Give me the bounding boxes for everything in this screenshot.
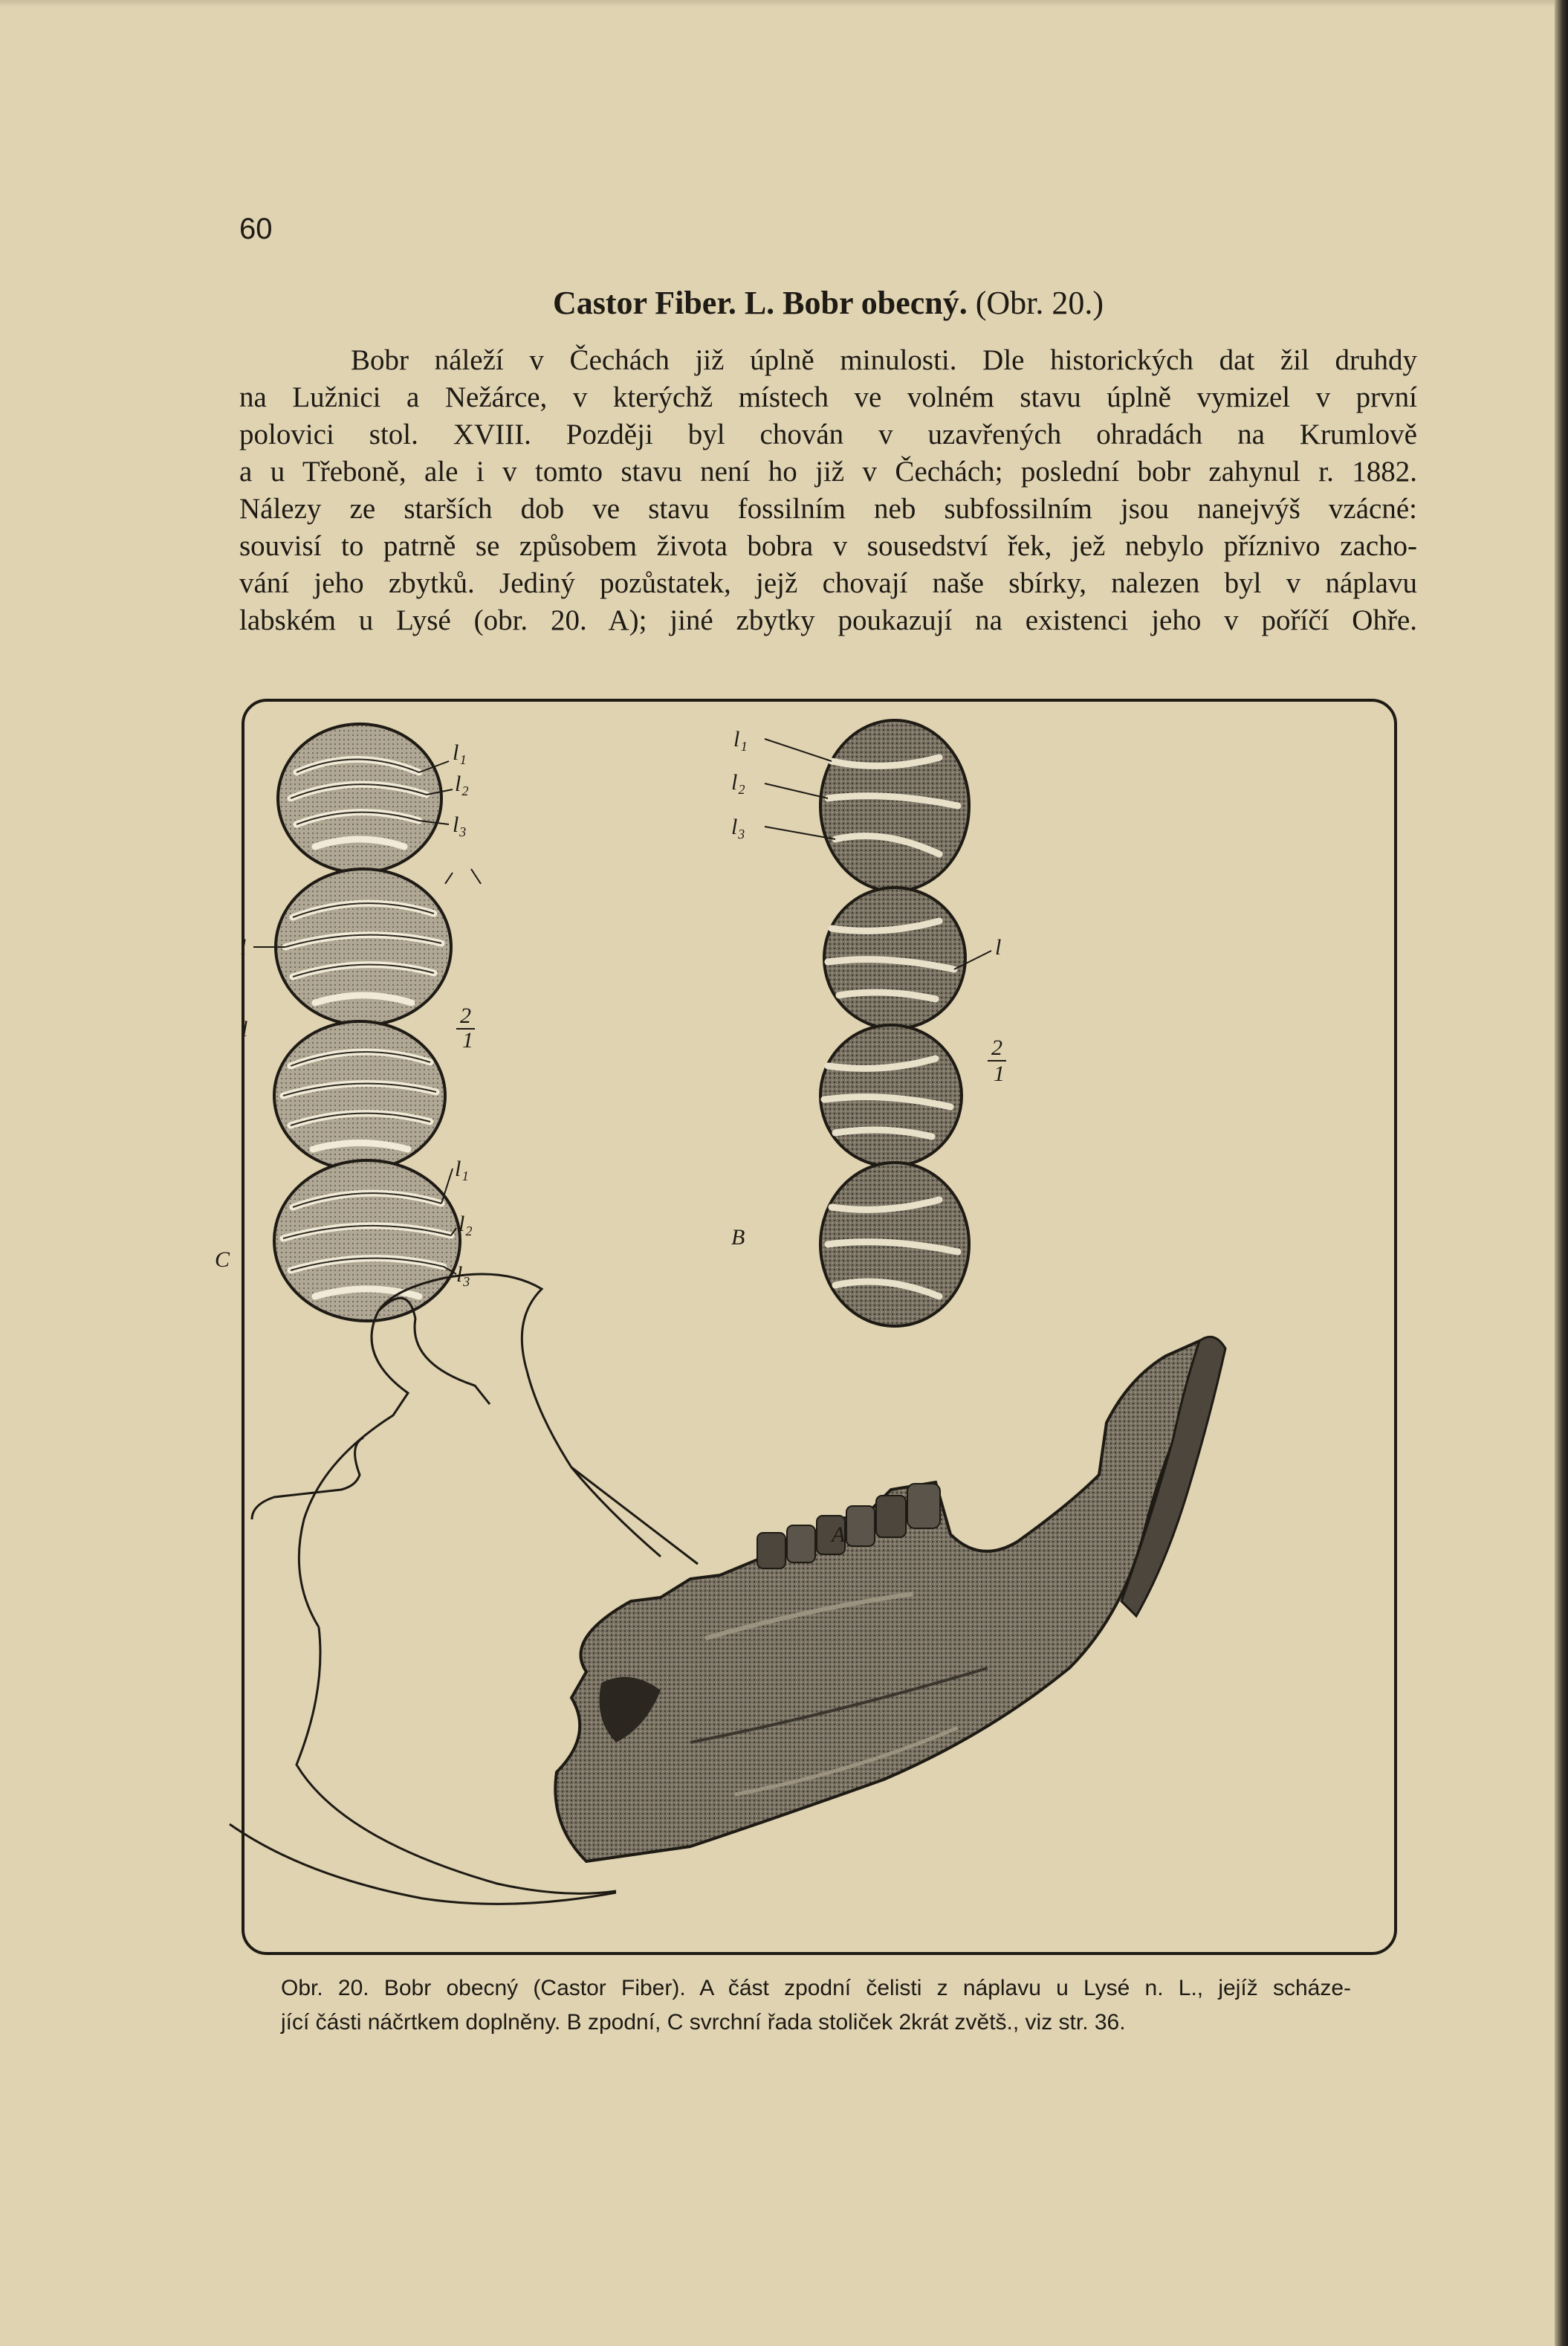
label-row-c: C xyxy=(215,1247,230,1272)
paragraph-line: labském u Lysé (obr. 20. A); jiné zbytky poukazují na existenci jeho v poříčí Ohře. xyxy=(239,604,1417,636)
label-l3-bottom-c: l₃ xyxy=(456,1262,470,1287)
label-l3-b: l₃ xyxy=(731,815,745,839)
paragraph-line: Nálezy ze starších dob ve stavu fossilním neb subfossilním jsou nanejvýš vzácné: xyxy=(239,493,1417,525)
label-l-c: l xyxy=(240,935,247,960)
label-l1-b: l₁ xyxy=(733,727,748,752)
paragraph-line: Bobr náleží v Čechách již úplně minulosti. Dle historických dat žil druhdy xyxy=(351,344,1417,376)
molar-b1 xyxy=(820,720,969,891)
beaver-teeth-figure xyxy=(215,702,1394,1952)
label-l-c-lower: l xyxy=(242,1017,248,1041)
caption-line: Obr. 20. Bobr obecný (Castor Fiber). A část zpodní čelisti z náplavu u Lysé n. L., jejíž scháze- xyxy=(281,1976,1351,2000)
paragraph-line: polovici stol. XVIII. Později byl chován v uzavřených ohradách na Krumlově xyxy=(239,419,1417,450)
paragraph-line: na Lužnici a Nežárce, v kterýchž místech ve volném stavu úplně vymizel v první xyxy=(239,381,1417,413)
mandible-fossil xyxy=(555,1337,1225,1861)
label-specimen-a: A xyxy=(832,1522,846,1547)
scale-numerator-b: 2 xyxy=(991,1035,1002,1060)
molar-c3 xyxy=(274,1021,445,1170)
label-row-b: B xyxy=(731,1225,745,1250)
figure-caption xyxy=(281,1971,1351,2040)
molar-b2 xyxy=(824,888,965,1029)
label-l3-top-c: l₃ xyxy=(453,812,467,837)
molar-c2 xyxy=(276,869,451,1025)
lower-molar-row-b xyxy=(820,720,969,1326)
heading-title: Castor Fiber. L. Bobr obecný. xyxy=(552,285,968,321)
paragraph-line: a u Třeboně, ale i v tomto stavu není ho již v Čechách; poslední bobr zahynul r. 1882. xyxy=(239,456,1417,488)
body-paragraph xyxy=(239,342,1417,639)
page-binding-edge xyxy=(1555,0,1568,2346)
molar-c4 xyxy=(274,1160,460,1321)
page-number: 60 xyxy=(239,213,273,245)
paragraph-line: souvisí to patrně se způsobem života bobra v sousedství řek, jež nebylo příznivo zacho- xyxy=(239,530,1417,562)
label-l2-b: l₂ xyxy=(731,770,745,795)
page-top-edge xyxy=(0,0,1568,7)
upper-molar-row-c xyxy=(274,724,460,1321)
scale-denominator-c: 1 xyxy=(462,1028,473,1053)
molar-b4 xyxy=(820,1163,969,1326)
molar-b3 xyxy=(820,1025,962,1166)
molar-c1 xyxy=(278,724,441,873)
label-l-b: l xyxy=(995,935,1002,960)
label-l2-top-c: l₂ xyxy=(455,772,469,796)
scale-numerator-c: 2 xyxy=(460,1004,471,1028)
label-l1-bottom-c: l₁ xyxy=(455,1157,469,1181)
paragraph-line: vání jeho zbytků. Jediný pozůstatek, jejž chovají naše sbírky, nalezen byl v náplavu xyxy=(239,567,1417,599)
section-heading xyxy=(239,284,1417,322)
pointer-line-a xyxy=(571,1467,698,1564)
label-l2-bottom-c: l₂ xyxy=(459,1212,473,1236)
label-l1-top-c: l₁ xyxy=(453,740,467,765)
caption-line: jící části náčrtkem doplněny. B zpodní, C svrchní řada stoliček 2krát zvětš., viz str. 36. xyxy=(281,2010,1126,2035)
scale-denominator-b: 1 xyxy=(994,1061,1005,1086)
heading-figure-ref: (Obr. 20.) xyxy=(975,285,1104,321)
